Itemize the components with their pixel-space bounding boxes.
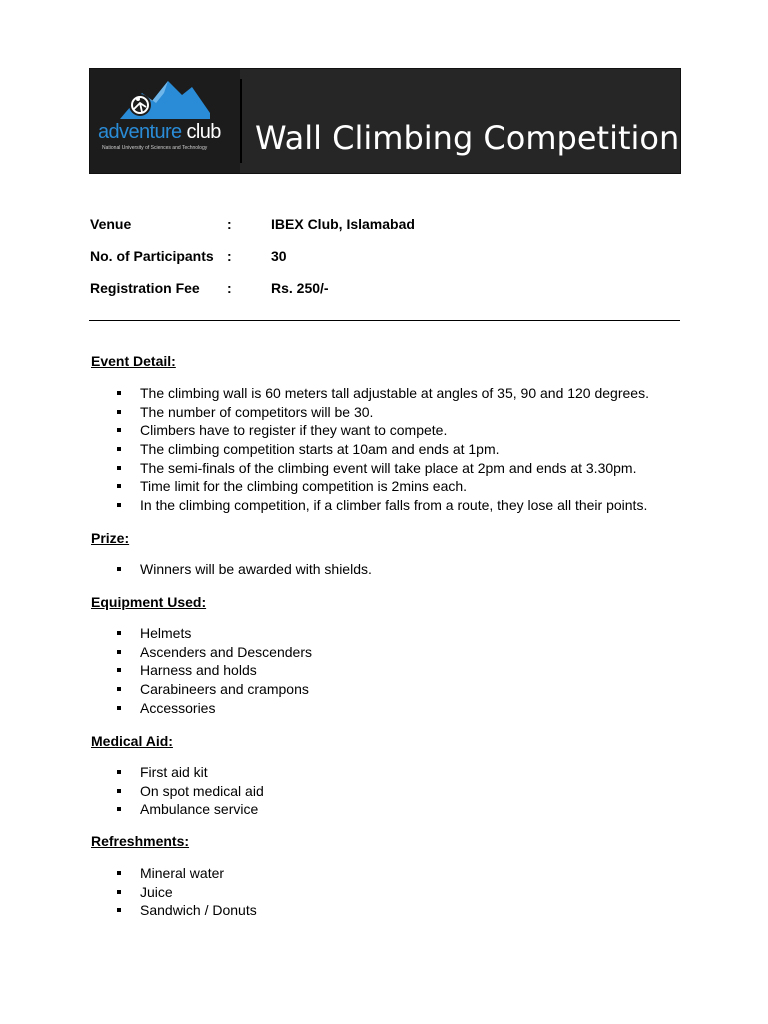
mountain-climber-icon bbox=[120, 79, 210, 123]
section-heading-equipment: Equipment Used: bbox=[91, 594, 207, 610]
info-separator: : bbox=[227, 280, 232, 296]
section-heading-prize: Prize: bbox=[91, 530, 130, 546]
horizontal-rule bbox=[89, 320, 680, 321]
page-title: Wall Climbing Competition bbox=[255, 119, 680, 157]
bullet-icon bbox=[117, 706, 121, 710]
bullet-icon bbox=[117, 908, 121, 912]
bullet-icon bbox=[117, 871, 121, 875]
adventure-club-logo bbox=[90, 69, 240, 173]
bullet-icon bbox=[117, 484, 121, 488]
info-separator: : bbox=[227, 248, 232, 264]
section-heading-event-detail: Event Detail: bbox=[91, 353, 176, 369]
bullet-icon bbox=[117, 668, 121, 672]
header-banner bbox=[89, 68, 681, 174]
bullet-icon bbox=[117, 789, 121, 793]
bullet-icon bbox=[117, 890, 121, 894]
info-label: No. of Participants bbox=[90, 248, 214, 264]
section-heading-refreshments: Refreshments: bbox=[91, 833, 190, 849]
bullet-icon bbox=[117, 687, 121, 691]
bullet-icon bbox=[117, 567, 121, 571]
info-value: IBEX Club, Islamabad bbox=[271, 216, 415, 232]
info-value: 30 bbox=[271, 248, 287, 264]
bullet-icon bbox=[117, 410, 121, 414]
info-label: Venue bbox=[90, 216, 132, 232]
logo-tagline: National University of Sciences and Technology bbox=[102, 145, 208, 151]
bullet-icon bbox=[117, 428, 121, 432]
bullet-icon bbox=[117, 391, 121, 395]
bullet-icon bbox=[117, 447, 121, 451]
logo-wordmark: adventure club bbox=[98, 121, 221, 143]
bullet-icon bbox=[117, 503, 121, 507]
bullet-icon bbox=[117, 631, 121, 635]
banner-divider bbox=[240, 79, 242, 163]
bullet-icon bbox=[117, 807, 121, 811]
info-value: Rs. 250/- bbox=[271, 280, 329, 296]
bullet-icon bbox=[117, 466, 121, 470]
info-separator: : bbox=[227, 216, 232, 232]
bullet-icon bbox=[117, 650, 121, 654]
info-label: Registration Fee bbox=[90, 280, 200, 296]
bullet-icon bbox=[117, 770, 121, 774]
section-heading-medical-aid: Medical Aid: bbox=[91, 733, 173, 749]
